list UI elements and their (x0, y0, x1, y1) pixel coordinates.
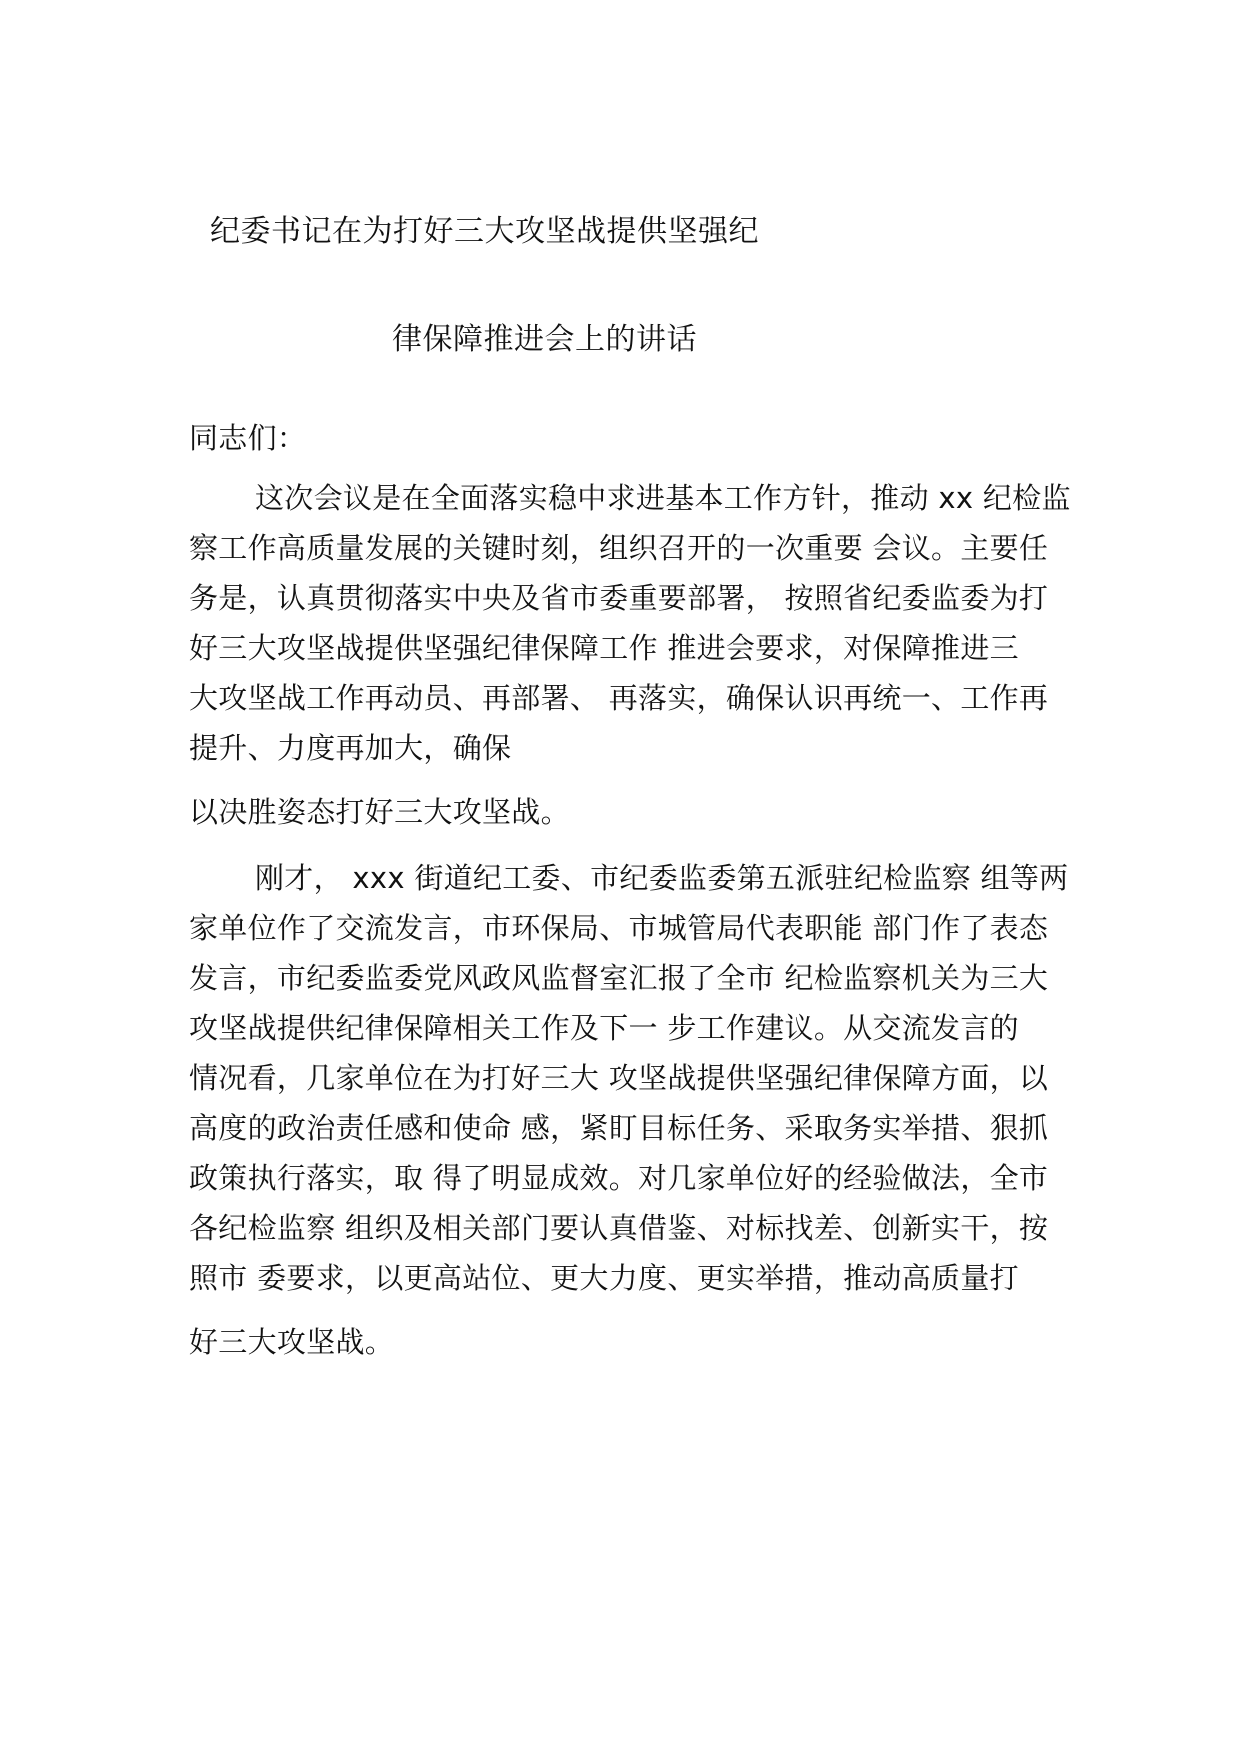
paragraph-1-line-4: 好三大攻坚战提供坚强纪律保障工作 推进会要求，对保障推进三 (189, 631, 1019, 665)
paragraph-1-line-7: 以决胜姿态打好三大攻坚战。 (189, 795, 570, 829)
paragraph-1-line-6: 提升、力度再加大，确保 (189, 731, 512, 765)
paragraph-1-line-1: 这次会议是在全面落实稳中求进基本工作方针，推动 xx 纪检监 (255, 481, 1071, 515)
paragraph-2-line-3: 发言，市纪委监委党风政风监督室汇报了全市 纪检监察机关为三大 (189, 961, 1049, 995)
paragraph-1-line-2: 察工作高质量发展的关键时刻，组织召开的一次重要 会议。主要任 (189, 531, 1049, 565)
paragraph-2-line-6: 高度的政治责任感和使命 感，紧盯目标任务、采取务实举措、狠抓 (189, 1111, 1049, 1145)
document-title-line-1: 纪委书记在为打好三大攻坚战提供坚强纪 (210, 214, 759, 249)
paragraph-2-line-8: 各纪检监察 组织及相关部门要认真借鉴、对标找差、创新实干，按 (189, 1211, 1049, 1245)
salutation: 同志们： (189, 421, 307, 455)
paragraph-2-line-5: 情况看，几家单位在为打好三大 攻坚战提供坚强纪律保障方面，以 (189, 1061, 1049, 1095)
paragraph-1-line-3: 务是，认真贯彻落实中央及省市委重要部署， 按照省纪委监委为打 (189, 581, 1049, 615)
paragraph-2-line-1: 刚才， xxx 街道纪工委、市纪委监委第五派驻纪检监察 组等两 (255, 861, 1069, 895)
paragraph-1-line-5: 大攻坚战工作再动员、再部署、 再落实，确保认识再统一、工作再 (189, 681, 1049, 715)
paragraph-2-line-10: 好三大攻坚战。 (189, 1325, 395, 1359)
paragraph-2-line-2: 家单位作了交流发言，市环保局、市城管局代表职能 部门作了表态 (189, 911, 1049, 945)
document-title-line-2: 律保障推进会上的讲话 (392, 322, 697, 357)
paragraph-2-line-7: 政策执行落实，取 得了明显成效。对几家单位好的经验做法，全市 (189, 1161, 1049, 1195)
paragraph-2-line-9: 照市 委要求，以更高站位、更大力度、更实举措，推动高质量打 (189, 1261, 1019, 1295)
paragraph-2-line-4: 攻坚战提供纪律保障相关工作及下一 步工作建议。从交流发言的 (189, 1011, 1019, 1045)
